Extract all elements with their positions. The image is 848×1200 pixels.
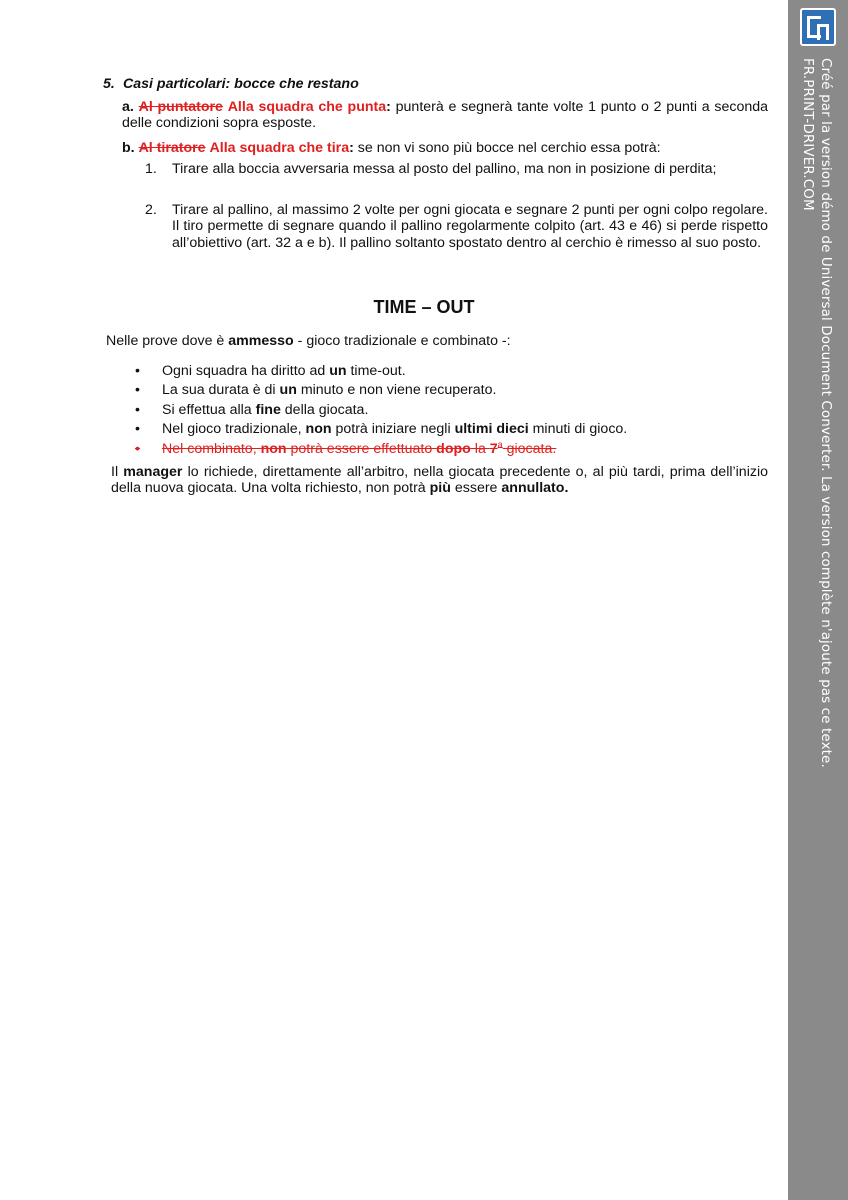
item-b <box>122 140 768 156</box>
deleted-text: giocata. <box>502 440 557 457</box>
bullet-bold: non <box>305 421 332 438</box>
deleted-list-item <box>135 438 775 460</box>
watermark-link[interactable]: FR.PRINT-DRIVER.COM <box>800 58 816 211</box>
subitem-text: Tirare alla boccia avversaria messa al posto del pallino, ma non in posizione di perdita; <box>172 161 717 177</box>
item-a-colon: : <box>386 99 391 115</box>
section-title: Casi particolari: bocce che restano <box>123 76 359 92</box>
bullet-bold: ultimi dieci <box>454 421 529 438</box>
closing-bold: annullato. <box>501 480 569 497</box>
bullet-text: minuto e non viene recuperato. <box>296 382 497 399</box>
closing-text: essere <box>450 480 502 497</box>
bullet-text: Si effettua alla <box>162 401 256 418</box>
item-b-colon: : <box>349 140 354 156</box>
intro-text-end: - gioco tradizionale e combinato -: <box>293 333 511 349</box>
deleted-superscript: a <box>497 438 503 449</box>
item-b-deleted: Al tiratore <box>138 140 206 156</box>
closing-bold: manager <box>123 464 183 480</box>
item-a <box>122 99 768 132</box>
list-item <box>135 363 775 382</box>
item-a-deleted: Al puntatore <box>138 99 223 115</box>
item-b-inserted: Alla squadra che tira <box>209 140 350 156</box>
bullet-icon: • <box>135 382 140 399</box>
watermark-text: Créé par la version démo de Universal Document Converter. La version complète n'ajoute pas ce texte. <box>818 58 834 768</box>
section-number: 5. <box>103 76 115 92</box>
closing-text: lo richiede, direttamente all’arbitro, nella giocata precedente o, al più tardi, prima dell’inizio della nuova giocata. Una volta richiesto, non potrà <box>111 464 768 497</box>
bullet-bold: fine <box>255 401 281 418</box>
deleted-text: potrà essere effettuato <box>286 440 437 457</box>
bullet-icon: • <box>135 421 140 438</box>
list-item <box>135 402 775 421</box>
section-heading <box>103 76 359 92</box>
bullet-bold: un <box>329 363 347 379</box>
bullet-text: della giocata. <box>280 401 369 418</box>
intro-bold: ammesso <box>228 333 294 349</box>
deleted-text: la <box>470 440 490 457</box>
item-b-text: se non vi sono più bocce nel cerchio essa potrà: <box>353 140 661 156</box>
subitem-number: 2. <box>145 202 157 218</box>
item-a-text: punterà e segnerà tante volte 1 punto o 2 punti a seconda delle condizioni sopra esposte. <box>122 99 768 132</box>
list-item <box>135 382 775 401</box>
subitem <box>145 202 768 272</box>
deleted-text: Nel combinato, <box>162 440 261 457</box>
subitem <box>145 161 768 194</box>
item-a-inserted: Alla squadra che punta <box>227 99 387 115</box>
bullet-text: potrà iniziare negli <box>331 421 455 438</box>
timeout-bullet-list <box>135 363 775 460</box>
bullet-text: La sua durata è di <box>162 382 280 399</box>
deleted-bold: 7 <box>489 440 498 457</box>
closing-text: Il <box>111 464 124 480</box>
converter-logo-icon <box>800 8 836 46</box>
subitem-text: Tirare al pallino, al massimo 2 volte per ogni giocata e segnare 2 punti per ogni colpo regolare. Il tiro permette di segnare quando il pallino regolarmente colpito (art. 43 e 46) si perde rispetto all’obiettivo (art. 32 a e b). Il pallino soltanto spostato dentro al cerchio è rimesso al suo posto. <box>172 202 768 251</box>
closing-paragraph <box>111 464 768 497</box>
subitem-number: 1. <box>145 161 157 177</box>
bullet-text: Ogni squadra ha diritto ad <box>162 363 330 379</box>
deleted-bold: non <box>260 440 287 457</box>
list-item <box>135 421 775 440</box>
bullet-bold: un <box>279 382 297 399</box>
deleted-bold: dopo <box>436 440 471 457</box>
bullet-icon: • <box>135 440 140 457</box>
item-a-letter: a. <box>122 99 134 115</box>
intro-text: Nelle prove dove è <box>106 333 229 349</box>
timeout-title: TIME – OUT <box>373 297 475 317</box>
bullet-icon: • <box>135 363 140 379</box>
bullet-text: time-out. <box>346 363 406 379</box>
timeout-intro <box>106 333 511 349</box>
bullet-icon: • <box>135 401 140 418</box>
item-b-letter: b. <box>122 140 135 156</box>
closing-bold: più <box>429 480 451 497</box>
bullet-text: Nel gioco tradizionale, <box>162 421 306 438</box>
bullet-text: minuti di gioco. <box>528 421 628 438</box>
